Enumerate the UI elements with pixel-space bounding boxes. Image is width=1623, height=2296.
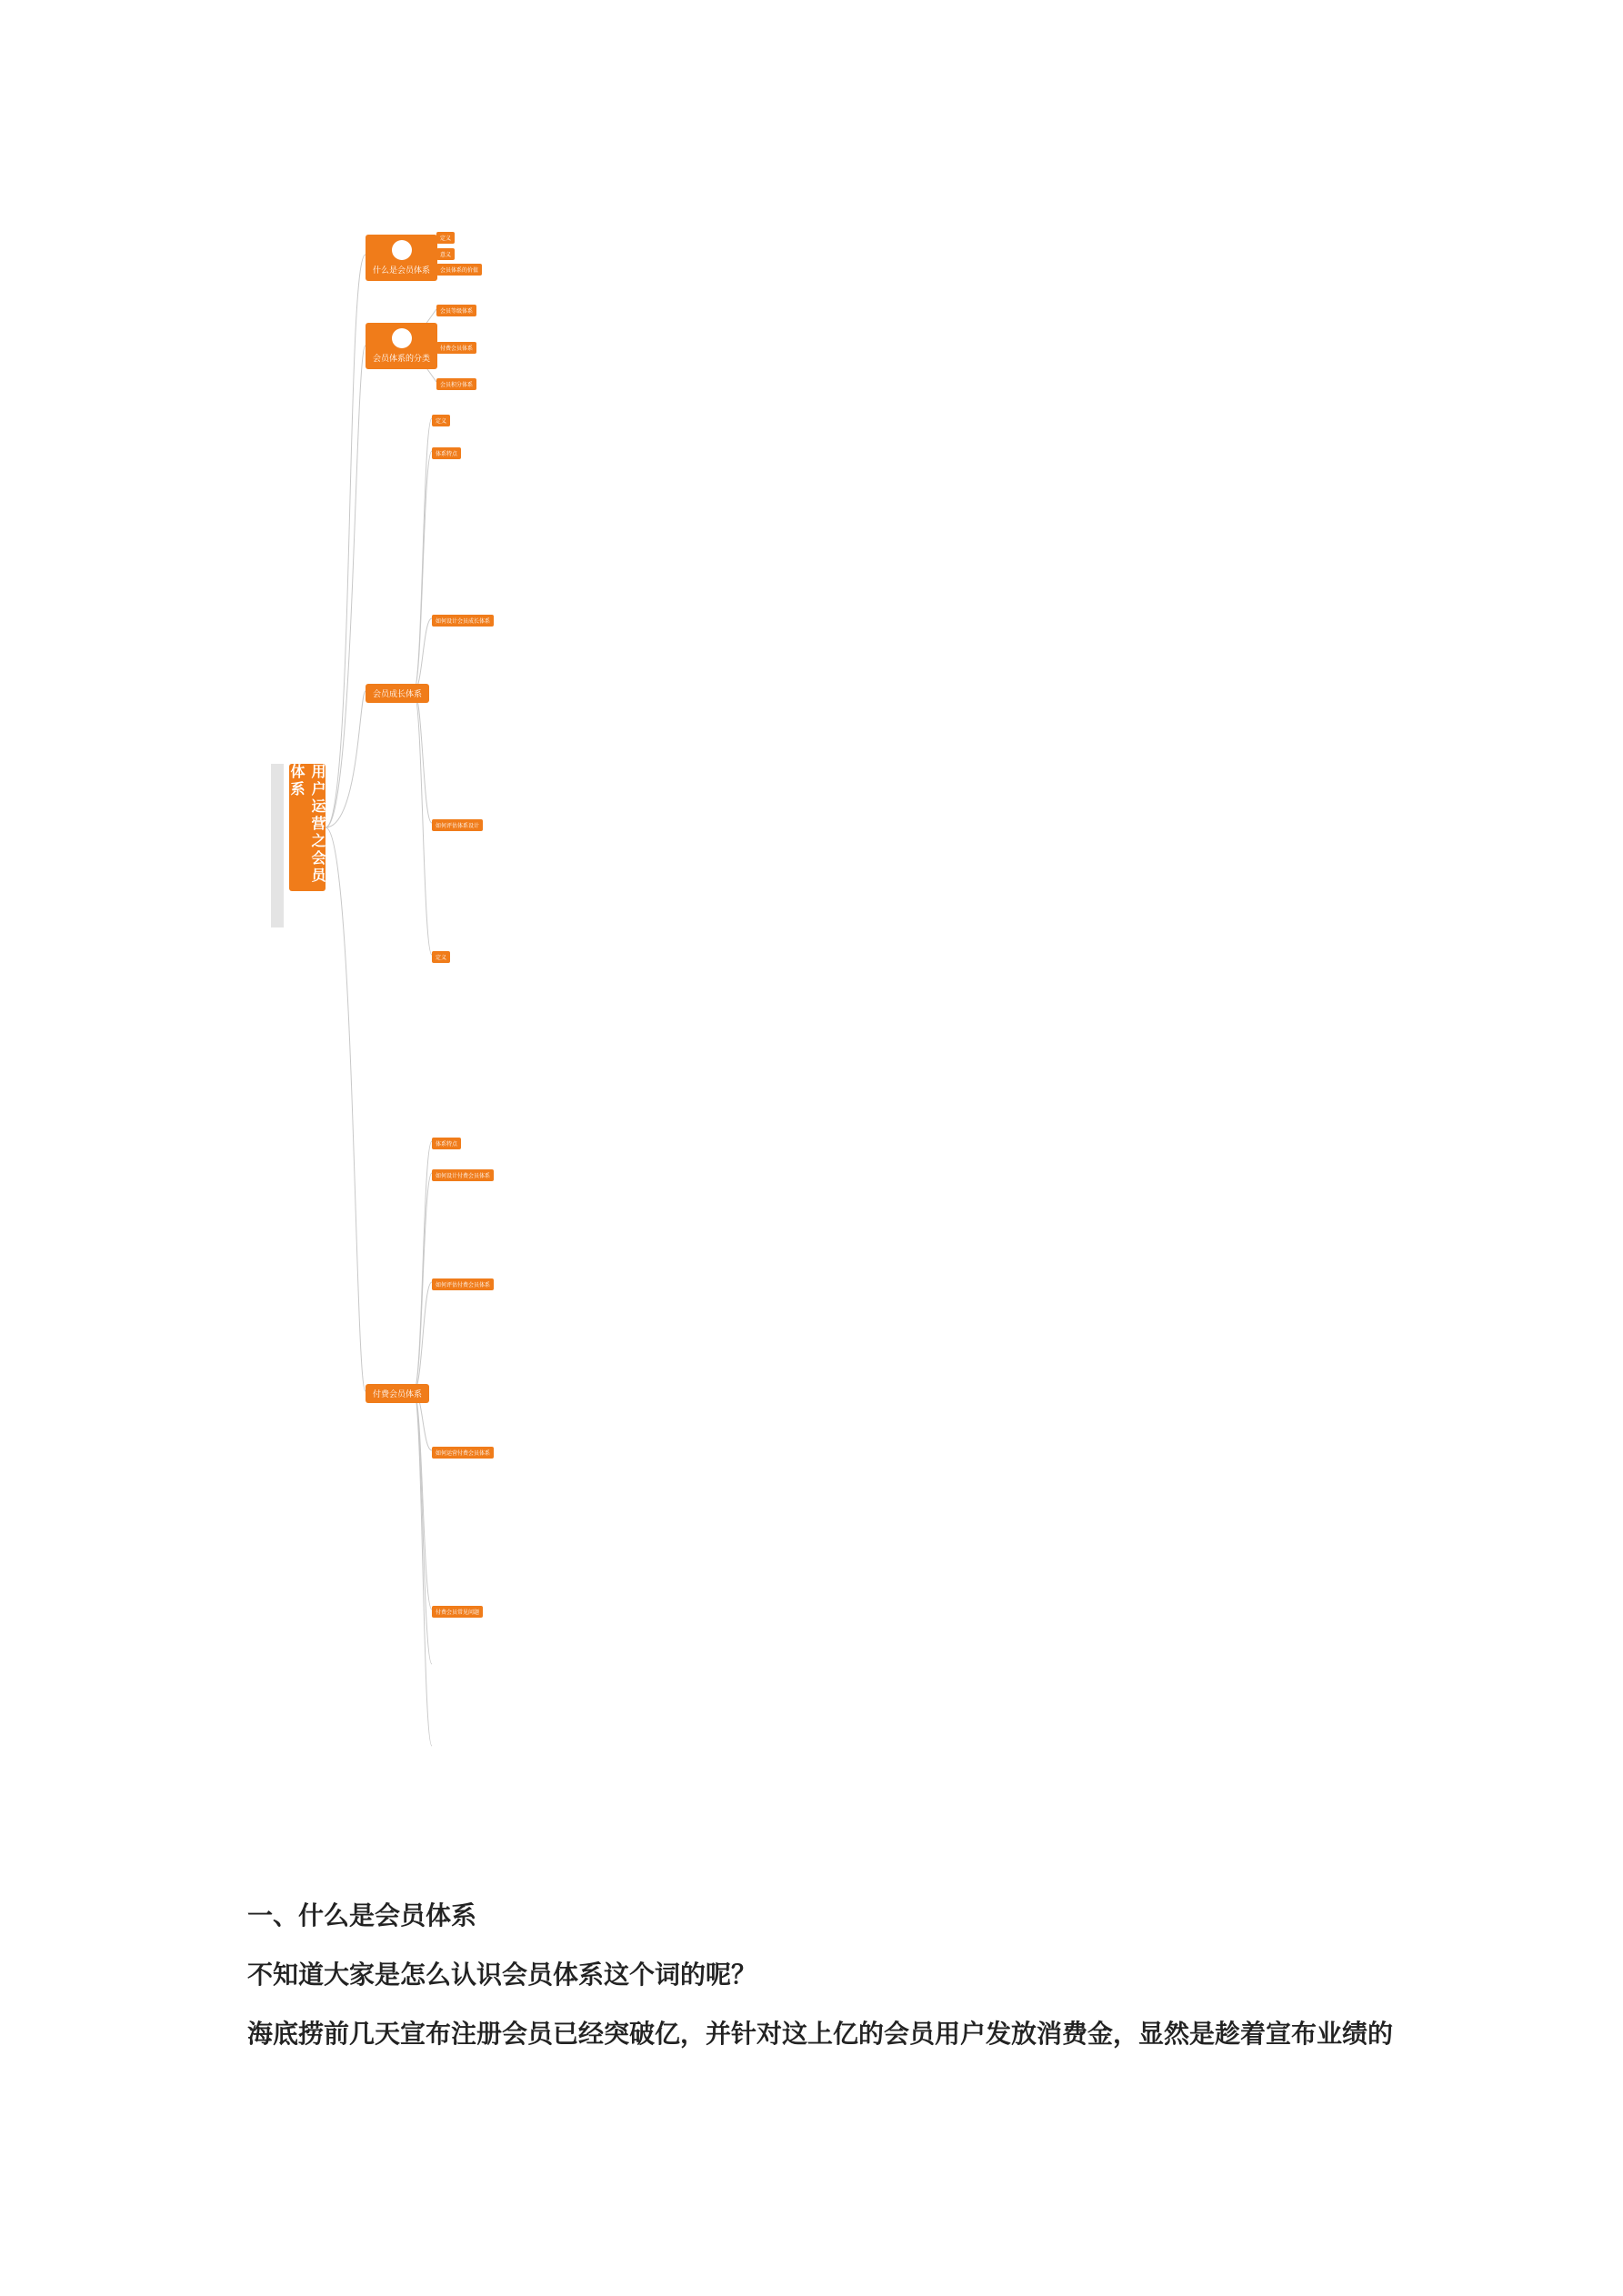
main-node-growth: 会员成长体系 [366, 684, 429, 703]
mind-map-connectors [255, 218, 1346, 1782]
main-node-label: 什么是会员体系 [373, 266, 431, 276]
mind-map [255, 218, 1346, 1782]
root-node: 用户运营之会员体系 [289, 764, 326, 891]
sub-node: 定义 [432, 951, 450, 963]
sub-node: 付费会员常见问题 [432, 1606, 483, 1618]
main-node-label: 会员体系的分类 [373, 355, 431, 364]
sub-node: 如何评估体系设计 [432, 819, 483, 831]
sub-node: 体系特点 [432, 1138, 461, 1149]
sub-node: 定义 [436, 232, 455, 244]
article-paragraph: 海底捞前几天宣布注册会员已经突破亿，并针对这上亿的会员用户发放消费金，显然是趁着宣布业绩的 [247, 2019, 1394, 2049]
sub-node: 体系特点 [432, 447, 461, 459]
sub-node: 如何设计付费会员体系 [432, 1169, 494, 1181]
main-node-classification [366, 323, 437, 369]
sub-node: 如何评估付费会员体系 [432, 1278, 494, 1290]
main-node-paid: 付费会员体系 [366, 1384, 429, 1403]
target-icon [392, 240, 412, 260]
sub-node: 如何设计会员成长体系 [432, 615, 494, 627]
root-bar [271, 764, 284, 927]
sub-node: 定义 [432, 415, 450, 426]
sub-node: 会员积分体系 [436, 378, 476, 390]
sub-node: 会员等级体系 [436, 305, 476, 316]
sub-node: 如何运营付费会员体系 [432, 1447, 494, 1459]
clipboard-icon [392, 328, 412, 348]
sub-node: 会员体系的价值 [436, 264, 482, 276]
sub-node: 意义 [436, 248, 455, 260]
sub-node: 付费会员体系 [436, 342, 476, 354]
article-paragraph: 不知道大家是怎么认识会员体系这个词的呢？ [247, 1960, 757, 1990]
article-heading: 一、什么是会员体系 [247, 1900, 477, 1930]
main-node-what-is [366, 235, 437, 281]
